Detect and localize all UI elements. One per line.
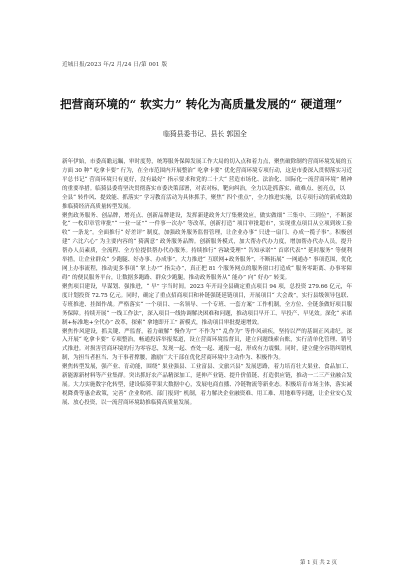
newspaper-header: 近城日报/2023 年/2 月/24 日/第 001 版	[62, 62, 168, 68]
paragraph: 新年伊始，市委高瞻远瞩，审时度势，统筹服务保障发展工作大局的切入点和着力点，聚焦破除制约营商环境发展的五方面 30 种“ 吃拿卡要” 行为，在全市范围内开展整治“ 吃拿卡要” 优化营商环境专项行动，这是市委深入贯彻落实习近平总书记“ 营商环境只有更好，没有最好” 指示要求和党的二十大“ 营造市场化、法治化、国际化一流营商环境” 精神的重要举措。临猗县委将坚决贯彻落实市委决策部署，对表对标，靶向纠治，全力以赴抓落实、破难点、创亮点，以	[62, 159, 352, 192]
paragraph: 聚焦转型发展，强产业、育动能，围绕“ 果业强县、工业富县、文旅兴县” 发展思路，着力培育壮大果业、食品加工、新能源新材料等产业集群。突出抓好农产品精深加工，延伸产业链、提升价值链、打造供应链，推动一二三产业融合发展。大力实施数字化转型，建设临猗苹果大数据中心，发展电商直播、冷链物流等新业态。积极培育市场主体，落实减税降费等惠企政策，完善“ 企业吹哨、部门报到” 机制，着力解决企业融资难、用工难、用地难等问题，让企业安心发展、放心投资，以一流营商环境助推临猗高质量发展。	[62, 364, 352, 406]
paragraph: 聚焦作风建设，抓关键、严监督，着力破解“ 慢作为”“ 不作为”“ 乱作为” 等作风顽疾，坚持以严的基调正风肃纪。深入开展“ 吃拿卡要” 专项整治，畅通投诉举报渠道，设立营商环境监督员，建立问题线索台账，实行清单化管理、销号式推进。对损害营商环境的行为零容忍，发现一起、查处一起、通报一起，形成有力震慑。同时，建立健全容错纠错机制，为担当者担当、为干事者撑腰，激励广大干部在优化营商环境中主动作为、积极作为。	[62, 328, 352, 362]
article-body	[62, 158, 352, 408]
article-byline: 临猗县委书记、县长 郭国全	[163, 130, 247, 138]
paragraph: 聚焦项目建设，早谋划、强推进，“ 早” 字当时间。2023 年开局全县确定重点项目 94 项，总投资 279.66 亿元，年度计划投资 72.75 亿元。同时，确定了重点招商项目和补链强链延链项目，开展项目“ 大会战”，实行县级领导包联、专班推进、挂图作战。严格落实“ 一个项目、一名领导、一个专班、一套方案” 工作机制，全方位、全链条做好项目服务保障。持续开展“ 一线工作法”，深入项目一线协调解决困难和问题，推动项目早开工、早投产、早见效。深化“ 承诺制+标准地+全代办” 改革，探索“ 拿地即开工” 新模式，推动项目审批提速增效。	[62, 283, 352, 326]
article-title: 把营商环境的“ 软实力” 转化为高质量发展的“ 硬道理”	[60, 97, 343, 111]
page-number: 第 1 页 共 2 页	[300, 560, 337, 566]
paragraph: 全县“ 转作风、提效能、抓落实” 学习教育活动为具体抓手，聚焦“ 四个重点”，全力推进实施，以专项行动的新成效助推临猗经济高质量转型发展。	[62, 194, 352, 210]
paragraph: 聚焦政务服务、创品牌，增亮点、创新品牌建设，发挥新建政务大厅集聚效应，做实做细“ 三集中、三到位”，不断深化“ 一枚印章管审批”“ 一业一证”“ 一件事一次办” 等改革，创新打造“ 项目审批超市”，实现重点项目从立项到竣工验收“ 一条龙”。全面推行“ 好差评” 制度，加强政务服务监督管理，让企业办事“ 只进一扇门、办成一揽子事”。积极创建“ 六比六心” 为主要内容的“ 猗满意” 政务服务品牌。创新服务模式，加大帮办代办力度，增加帮办代办人员，提升帮办人员素质，全流程、全方位提供帮办代办服务。持续推行“ 容缺受理”“ 告知承诺”“ 首席代表”“ 延时服务” 等便利举措，让企业群众“ 少跑腿、好办事、办成事”。大力推进“ 互联网+政务服务”，不断拓展“ 一网通办” 事项范围，优化网上办事流程，推动更多事项“ 掌上办”“ 指尖办”，真正把 81 个服务网点的服务窗口打造成“ 服务零距离、办事零障碍” 的便民服务平台，让数据多跑路、群众少跑腿，推动政务服务从“ 能办” 向“ 好办” 转变。	[62, 212, 352, 281]
